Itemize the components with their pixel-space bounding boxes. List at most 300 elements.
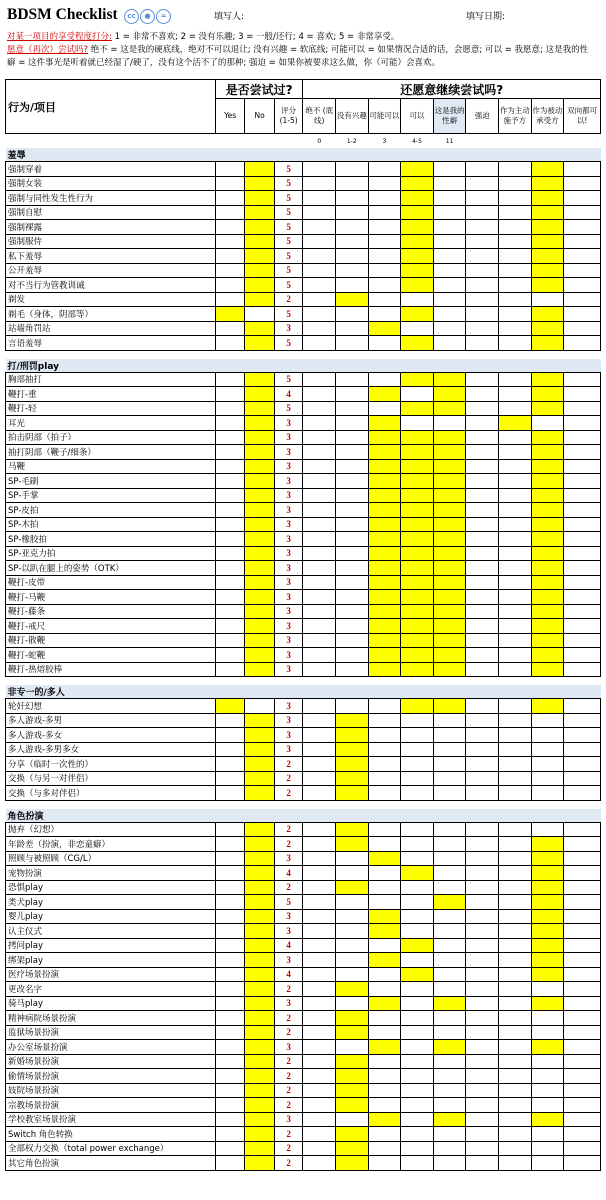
score-cell[interactable]: 2: [274, 1054, 303, 1069]
option-cell[interactable]: [466, 757, 499, 772]
option-cell[interactable]: [564, 263, 601, 278]
option-cell[interactable]: [433, 1054, 466, 1069]
option-cell[interactable]: [401, 1156, 434, 1171]
yes-cell[interactable]: [215, 924, 245, 939]
option-cell[interactable]: [336, 982, 369, 997]
option-cell[interactable]: [531, 517, 564, 532]
option-cell[interactable]: [336, 757, 369, 772]
option-cell[interactable]: [336, 742, 369, 757]
no-cell[interactable]: [245, 880, 275, 895]
option-cell[interactable]: [564, 953, 601, 968]
option-cell[interactable]: [466, 292, 499, 307]
score-cell[interactable]: 3: [274, 503, 303, 518]
option-cell[interactable]: [303, 176, 336, 191]
option-cell[interactable]: [433, 278, 466, 293]
no-cell[interactable]: [245, 1054, 275, 1069]
option-cell[interactable]: [401, 786, 434, 801]
option-cell[interactable]: [401, 1011, 434, 1026]
option-cell[interactable]: [564, 205, 601, 220]
option-cell[interactable]: [433, 619, 466, 634]
option-cell[interactable]: [368, 401, 401, 416]
option-cell[interactable]: [433, 176, 466, 191]
option-cell[interactable]: [401, 416, 434, 431]
score-cell[interactable]: 3: [274, 474, 303, 489]
option-cell[interactable]: [499, 590, 532, 605]
option-cell[interactable]: [499, 1040, 532, 1055]
option-cell[interactable]: [564, 459, 601, 474]
option-cell[interactable]: [499, 924, 532, 939]
option-cell[interactable]: [531, 575, 564, 590]
option-cell[interactable]: [401, 162, 434, 177]
yes-cell[interactable]: [215, 982, 245, 997]
option-cell[interactable]: [368, 713, 401, 728]
option-cell[interactable]: [564, 742, 601, 757]
option-cell[interactable]: [401, 1141, 434, 1156]
option-cell[interactable]: [368, 445, 401, 460]
option-cell[interactable]: [303, 488, 336, 503]
yes-cell[interactable]: [215, 909, 245, 924]
option-cell[interactable]: [499, 1054, 532, 1069]
option-cell[interactable]: [401, 176, 434, 191]
option-cell[interactable]: [368, 278, 401, 293]
no-cell[interactable]: [245, 445, 275, 460]
option-cell[interactable]: [368, 307, 401, 322]
option-cell[interactable]: [336, 1025, 369, 1040]
option-cell[interactable]: [368, 503, 401, 518]
option-cell[interactable]: [499, 982, 532, 997]
option-cell[interactable]: [336, 401, 369, 416]
option-cell[interactable]: [401, 307, 434, 322]
no-cell[interactable]: [245, 176, 275, 191]
score-cell[interactable]: 4: [274, 866, 303, 881]
option-cell[interactable]: [499, 1112, 532, 1127]
option-cell[interactable]: [401, 1098, 434, 1113]
yes-cell[interactable]: [215, 220, 245, 235]
option-cell[interactable]: [531, 278, 564, 293]
option-cell[interactable]: [499, 546, 532, 561]
score-cell[interactable]: 2: [274, 292, 303, 307]
option-cell[interactable]: [466, 909, 499, 924]
option-cell[interactable]: [499, 416, 532, 431]
option-cell[interactable]: [303, 387, 336, 402]
score-cell[interactable]: 5: [274, 176, 303, 191]
option-cell[interactable]: [368, 575, 401, 590]
option-cell[interactable]: [303, 1025, 336, 1040]
option-cell[interactable]: [336, 488, 369, 503]
option-cell[interactable]: [303, 938, 336, 953]
option-cell[interactable]: [499, 307, 532, 322]
option-cell[interactable]: [368, 895, 401, 910]
no-cell[interactable]: [245, 1112, 275, 1127]
option-cell[interactable]: [401, 909, 434, 924]
option-cell[interactable]: [401, 757, 434, 772]
option-cell[interactable]: [531, 822, 564, 837]
option-cell[interactable]: [499, 249, 532, 264]
option-cell[interactable]: [564, 837, 601, 852]
yes-cell[interactable]: [215, 953, 245, 968]
option-cell[interactable]: [564, 401, 601, 416]
option-cell[interactable]: [531, 532, 564, 547]
option-cell[interactable]: [499, 191, 532, 206]
no-cell[interactable]: [245, 1083, 275, 1098]
score-cell[interactable]: 2: [274, 1141, 303, 1156]
no-cell[interactable]: [245, 416, 275, 431]
yes-cell[interactable]: [215, 162, 245, 177]
option-cell[interactable]: [401, 336, 434, 351]
yes-cell[interactable]: [215, 728, 245, 743]
option-cell[interactable]: [531, 292, 564, 307]
option-cell[interactable]: [564, 699, 601, 714]
option-cell[interactable]: [303, 372, 336, 387]
score-cell[interactable]: 3: [274, 1112, 303, 1127]
option-cell[interactable]: [336, 837, 369, 852]
option-cell[interactable]: [499, 967, 532, 982]
option-cell[interactable]: [499, 713, 532, 728]
option-cell[interactable]: [531, 1083, 564, 1098]
option-cell[interactable]: [433, 648, 466, 663]
option-cell[interactable]: [433, 459, 466, 474]
option-cell[interactable]: [531, 561, 564, 576]
option-cell[interactable]: [401, 575, 434, 590]
option-cell[interactable]: [368, 771, 401, 786]
option-cell[interactable]: [401, 996, 434, 1011]
option-cell[interactable]: [401, 561, 434, 576]
option-cell[interactable]: [433, 924, 466, 939]
option-cell[interactable]: [531, 837, 564, 852]
option-cell[interactable]: [336, 1127, 369, 1142]
option-cell[interactable]: [466, 459, 499, 474]
option-cell[interactable]: [368, 953, 401, 968]
score-cell[interactable]: 3: [274, 953, 303, 968]
option-cell[interactable]: [303, 757, 336, 772]
option-cell[interactable]: [368, 924, 401, 939]
option-cell[interactable]: [433, 205, 466, 220]
option-cell[interactable]: [564, 1098, 601, 1113]
option-cell[interactable]: [336, 1098, 369, 1113]
option-cell[interactable]: [303, 771, 336, 786]
option-cell[interactable]: [499, 1011, 532, 1026]
option-cell[interactable]: [499, 220, 532, 235]
option-cell[interactable]: [336, 713, 369, 728]
option-cell[interactable]: [531, 604, 564, 619]
option-cell[interactable]: [531, 503, 564, 518]
option-cell[interactable]: [336, 996, 369, 1011]
option-cell[interactable]: [368, 1141, 401, 1156]
option-cell[interactable]: [499, 387, 532, 402]
score-cell[interactable]: 5: [274, 336, 303, 351]
option-cell[interactable]: [564, 176, 601, 191]
option-cell[interactable]: [401, 713, 434, 728]
option-cell[interactable]: [303, 633, 336, 648]
option-cell[interactable]: [336, 880, 369, 895]
score-cell[interactable]: 3: [274, 532, 303, 547]
option-cell[interactable]: [368, 1127, 401, 1142]
score-cell[interactable]: 5: [274, 895, 303, 910]
no-cell[interactable]: [245, 757, 275, 772]
option-cell[interactable]: [336, 546, 369, 561]
option-cell[interactable]: [466, 699, 499, 714]
option-cell[interactable]: [401, 1025, 434, 1040]
score-cell[interactable]: 3: [274, 713, 303, 728]
option-cell[interactable]: [433, 699, 466, 714]
option-cell[interactable]: [531, 459, 564, 474]
option-cell[interactable]: [433, 336, 466, 351]
yes-cell[interactable]: [215, 699, 245, 714]
option-cell[interactable]: [303, 786, 336, 801]
option-cell[interactable]: [531, 205, 564, 220]
option-cell[interactable]: [336, 1054, 369, 1069]
option-cell[interactable]: [368, 1025, 401, 1040]
option-cell[interactable]: [303, 445, 336, 460]
option-cell[interactable]: [499, 445, 532, 460]
option-cell[interactable]: [499, 699, 532, 714]
option-cell[interactable]: [433, 488, 466, 503]
option-cell[interactable]: [433, 1141, 466, 1156]
option-cell[interactable]: [336, 234, 369, 249]
no-cell[interactable]: [245, 1025, 275, 1040]
score-cell[interactable]: 2: [274, 771, 303, 786]
yes-cell[interactable]: [215, 176, 245, 191]
option-cell[interactable]: [466, 336, 499, 351]
yes-cell[interactable]: [215, 1156, 245, 1171]
option-cell[interactable]: [466, 742, 499, 757]
option-cell[interactable]: [466, 648, 499, 663]
option-cell[interactable]: [303, 191, 336, 206]
option-cell[interactable]: [368, 837, 401, 852]
no-cell[interactable]: [245, 546, 275, 561]
option-cell[interactable]: [401, 851, 434, 866]
option-cell[interactable]: [433, 561, 466, 576]
option-cell[interactable]: [433, 387, 466, 402]
option-cell[interactable]: [499, 1083, 532, 1098]
option-cell[interactable]: [303, 851, 336, 866]
yes-cell[interactable]: [215, 662, 245, 677]
no-cell[interactable]: [245, 234, 275, 249]
option-cell[interactable]: [564, 1040, 601, 1055]
option-cell[interactable]: [368, 1083, 401, 1098]
option-cell[interactable]: [336, 728, 369, 743]
option-cell[interactable]: [499, 619, 532, 634]
yes-cell[interactable]: [215, 786, 245, 801]
option-cell[interactable]: [531, 1069, 564, 1084]
option-cell[interactable]: [466, 953, 499, 968]
option-cell[interactable]: [466, 728, 499, 743]
option-cell[interactable]: [336, 1156, 369, 1171]
option-cell[interactable]: [564, 909, 601, 924]
option-cell[interactable]: [531, 249, 564, 264]
option-cell[interactable]: [303, 474, 336, 489]
option-cell[interactable]: [336, 1040, 369, 1055]
option-cell[interactable]: [466, 321, 499, 336]
no-cell[interactable]: [245, 278, 275, 293]
yes-cell[interactable]: [215, 866, 245, 881]
no-cell[interactable]: [245, 205, 275, 220]
option-cell[interactable]: [401, 1054, 434, 1069]
option-cell[interactable]: [303, 336, 336, 351]
option-cell[interactable]: [303, 742, 336, 757]
option-cell[interactable]: [499, 757, 532, 772]
yes-cell[interactable]: [215, 1069, 245, 1084]
no-cell[interactable]: [245, 1040, 275, 1055]
score-cell[interactable]: 5: [274, 278, 303, 293]
option-cell[interactable]: [303, 822, 336, 837]
option-cell[interactable]: [401, 771, 434, 786]
no-cell[interactable]: [245, 771, 275, 786]
yes-cell[interactable]: [215, 459, 245, 474]
option-cell[interactable]: [466, 1011, 499, 1026]
no-cell[interactable]: [245, 967, 275, 982]
option-cell[interactable]: [531, 590, 564, 605]
option-cell[interactable]: [433, 996, 466, 1011]
option-cell[interactable]: [564, 866, 601, 881]
option-cell[interactable]: [368, 728, 401, 743]
option-cell[interactable]: [336, 561, 369, 576]
option-cell[interactable]: [433, 1011, 466, 1026]
option-cell[interactable]: [401, 982, 434, 997]
option-cell[interactable]: [401, 938, 434, 953]
score-cell[interactable]: 4: [274, 967, 303, 982]
option-cell[interactable]: [303, 837, 336, 852]
yes-cell[interactable]: [215, 648, 245, 663]
option-cell[interactable]: [531, 662, 564, 677]
yes-cell[interactable]: [215, 532, 245, 547]
option-cell[interactable]: [466, 546, 499, 561]
no-cell[interactable]: [245, 249, 275, 264]
score-cell[interactable]: 3: [274, 662, 303, 677]
option-cell[interactable]: [564, 1127, 601, 1142]
option-cell[interactable]: [564, 982, 601, 997]
no-cell[interactable]: [245, 822, 275, 837]
option-cell[interactable]: [564, 713, 601, 728]
option-cell[interactable]: [564, 517, 601, 532]
option-cell[interactable]: [336, 1011, 369, 1026]
option-cell[interactable]: [531, 924, 564, 939]
option-cell[interactable]: [531, 162, 564, 177]
yes-cell[interactable]: [215, 278, 245, 293]
option-cell[interactable]: [564, 1011, 601, 1026]
option-cell[interactable]: [564, 321, 601, 336]
option-cell[interactable]: [564, 822, 601, 837]
yes-cell[interactable]: [215, 1025, 245, 1040]
score-cell[interactable]: 3: [274, 416, 303, 431]
option-cell[interactable]: [499, 895, 532, 910]
option-cell[interactable]: [433, 372, 466, 387]
option-cell[interactable]: [368, 561, 401, 576]
no-cell[interactable]: [245, 996, 275, 1011]
option-cell[interactable]: [531, 953, 564, 968]
option-cell[interactable]: [401, 503, 434, 518]
option-cell[interactable]: [564, 162, 601, 177]
option-cell[interactable]: [531, 234, 564, 249]
option-cell[interactable]: [564, 307, 601, 322]
score-cell[interactable]: 2: [274, 822, 303, 837]
option-cell[interactable]: [531, 982, 564, 997]
option-cell[interactable]: [433, 249, 466, 264]
option-cell[interactable]: [531, 648, 564, 663]
option-cell[interactable]: [303, 1040, 336, 1055]
option-cell[interactable]: [499, 205, 532, 220]
option-cell[interactable]: [433, 713, 466, 728]
yes-cell[interactable]: [215, 321, 245, 336]
option-cell[interactable]: [368, 604, 401, 619]
option-cell[interactable]: [466, 1083, 499, 1098]
option-cell[interactable]: [368, 430, 401, 445]
option-cell[interactable]: [531, 742, 564, 757]
option-cell[interactable]: [499, 662, 532, 677]
option-cell[interactable]: [401, 474, 434, 489]
no-cell[interactable]: [245, 1141, 275, 1156]
option-cell[interactable]: [433, 292, 466, 307]
no-cell[interactable]: [245, 866, 275, 881]
option-cell[interactable]: [466, 191, 499, 206]
option-cell[interactable]: [531, 307, 564, 322]
option-cell[interactable]: [433, 982, 466, 997]
no-cell[interactable]: [245, 488, 275, 503]
no-cell[interactable]: [245, 561, 275, 576]
option-cell[interactable]: [433, 967, 466, 982]
option-cell[interactable]: [401, 292, 434, 307]
option-cell[interactable]: [368, 757, 401, 772]
option-cell[interactable]: [433, 191, 466, 206]
yes-cell[interactable]: [215, 938, 245, 953]
option-cell[interactable]: [433, 880, 466, 895]
option-cell[interactable]: [466, 662, 499, 677]
no-cell[interactable]: [245, 307, 275, 322]
option-cell[interactable]: [466, 786, 499, 801]
yes-cell[interactable]: [215, 822, 245, 837]
score-cell[interactable]: 3: [274, 851, 303, 866]
no-cell[interactable]: [245, 1098, 275, 1113]
option-cell[interactable]: [564, 575, 601, 590]
score-cell[interactable]: 3: [274, 321, 303, 336]
option-cell[interactable]: [564, 1156, 601, 1171]
option-cell[interactable]: [303, 1098, 336, 1113]
option-cell[interactable]: [466, 474, 499, 489]
option-cell[interactable]: [368, 880, 401, 895]
option-cell[interactable]: [303, 292, 336, 307]
yes-cell[interactable]: [215, 996, 245, 1011]
score-cell[interactable]: 2: [274, 1098, 303, 1113]
yes-cell[interactable]: [215, 771, 245, 786]
option-cell[interactable]: [499, 561, 532, 576]
no-cell[interactable]: [245, 619, 275, 634]
option-cell[interactable]: [531, 633, 564, 648]
score-cell[interactable]: 2: [274, 1069, 303, 1084]
option-cell[interactable]: [336, 292, 369, 307]
option-cell[interactable]: [433, 416, 466, 431]
yes-cell[interactable]: [215, 895, 245, 910]
option-cell[interactable]: [499, 459, 532, 474]
option-cell[interactable]: [564, 757, 601, 772]
option-cell[interactable]: [336, 430, 369, 445]
option-cell[interactable]: [336, 220, 369, 235]
option-cell[interactable]: [531, 220, 564, 235]
no-cell[interactable]: [245, 604, 275, 619]
yes-cell[interactable]: [215, 517, 245, 532]
option-cell[interactable]: [531, 967, 564, 982]
option-cell[interactable]: [466, 278, 499, 293]
score-cell[interactable]: 5: [274, 205, 303, 220]
no-cell[interactable]: [245, 786, 275, 801]
option-cell[interactable]: [564, 234, 601, 249]
option-cell[interactable]: [466, 1112, 499, 1127]
option-cell[interactable]: [499, 575, 532, 590]
option-cell[interactable]: [564, 590, 601, 605]
option-cell[interactable]: [433, 757, 466, 772]
option-cell[interactable]: [433, 1025, 466, 1040]
score-cell[interactable]: 5: [274, 249, 303, 264]
option-cell[interactable]: [401, 234, 434, 249]
